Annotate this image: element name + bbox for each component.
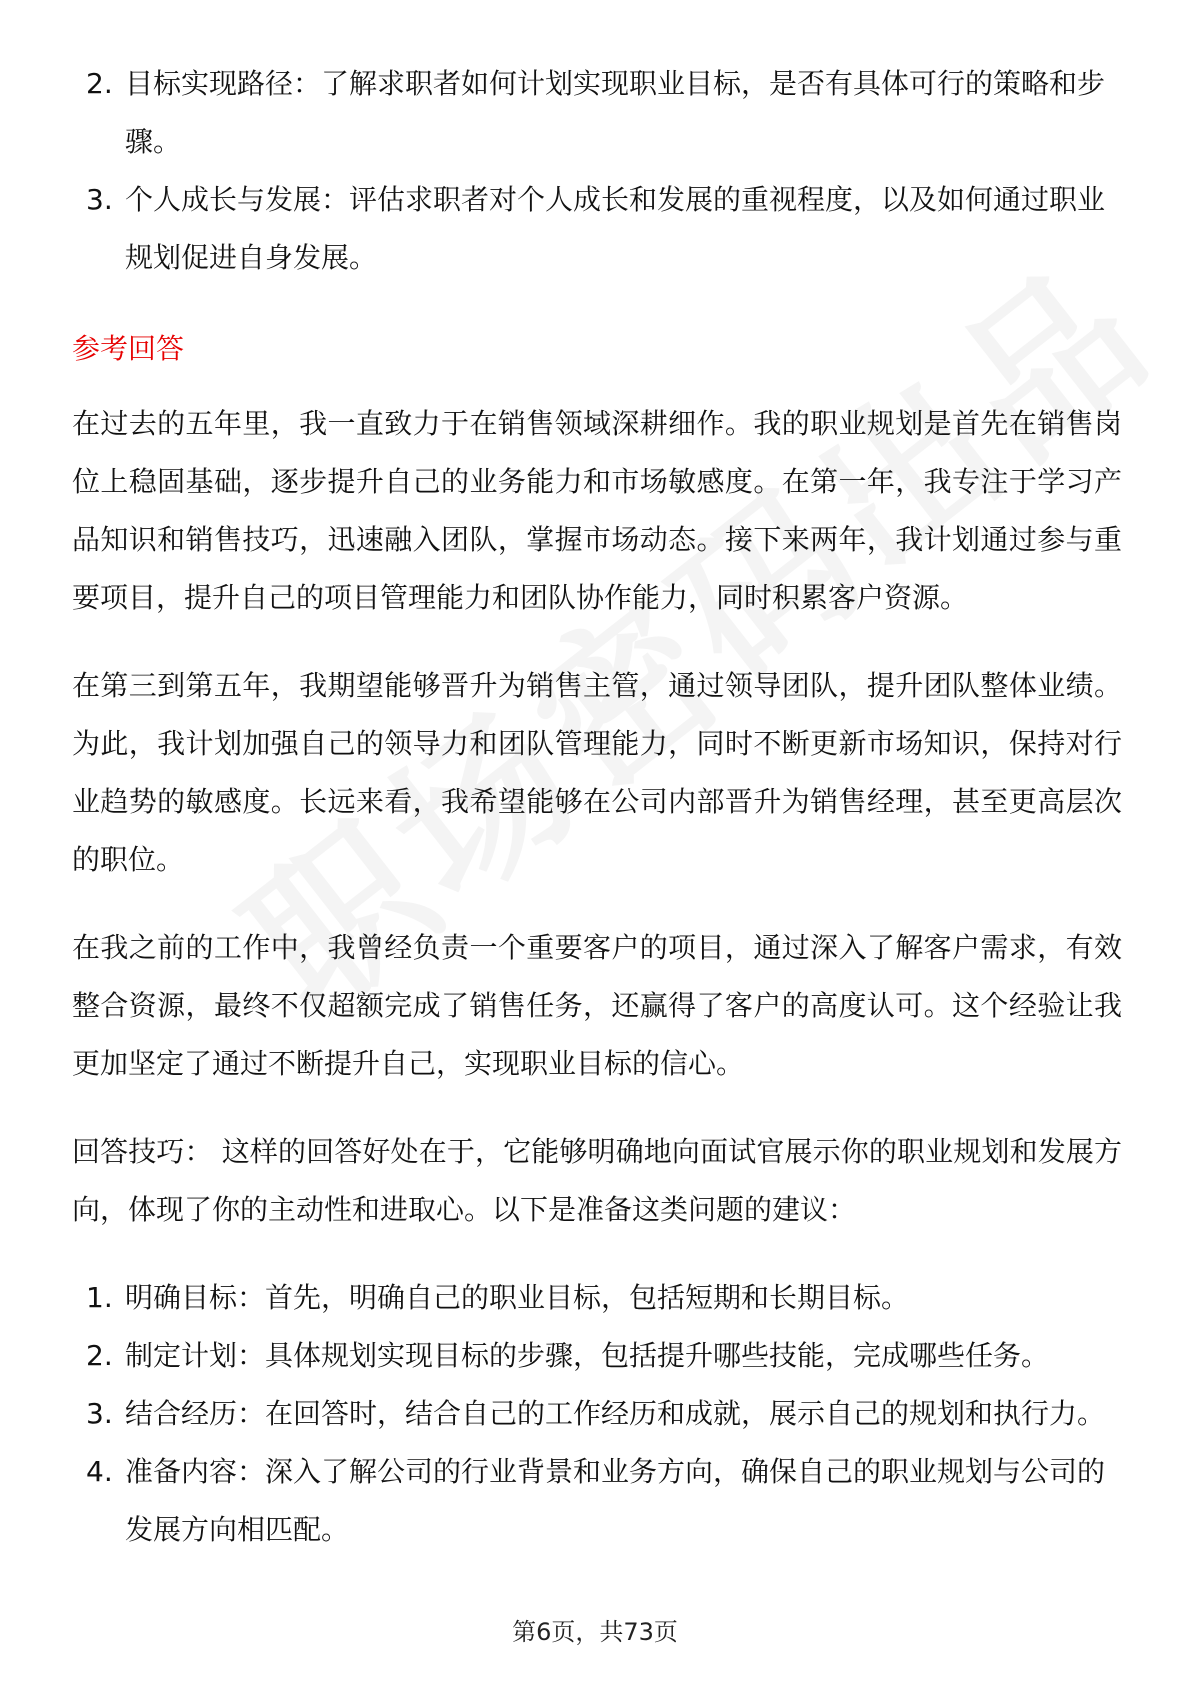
list-number: 3. <box>86 183 113 216</box>
list-number: 4. <box>86 1455 113 1488</box>
list-number: 2. <box>86 1339 113 1372</box>
list-number: 1. <box>86 1281 113 1314</box>
answer-paragraph: 在第三到第五年，我期望能够晋升为销售主管，通过领导团队，提升团队整体业绩。为此，我计划加强自己的领导力和团队管理能力，同时不断更新市场知识，保持对行业趋势的敏感度。长远来看，我希望能够在公司内部晋升为销售经理，甚至更高层次的职位。 <box>72 669 1122 876</box>
list-item-text: 结合经历：在回答时，结合自己的工作经历和成就，展示自己的规划和执行力。 <box>125 1397 1106 1430</box>
list-item <box>72 1327 1122 1385</box>
list-item-text: 制定计划：具体规划实现目标的步骤，包括提升哪些技能，完成哪些任务。 <box>125 1339 1050 1372</box>
answer-paragraph: 在过去的五年里，我一直致力于在销售领域深耕细作。我的职业规划是首先在销售岗位上稳固基础，逐步提升自己的业务能力和市场敏感度。在第一年，我专注于学习产品知识和销售技巧，迅速融入团队，掌握市场动态。接下来两年，我计划通过参与重要项目，提升自己的项目管理能力和团队协作能力，同时积累客户资源。 <box>72 407 1122 614</box>
list-item <box>72 171 1122 287</box>
list-item-text: 明确目标：首先，明确自己的职业目标，包括短期和长期目标。 <box>125 1281 910 1314</box>
section-title: 参考回答 <box>72 332 185 365</box>
list-item <box>72 1385 1122 1443</box>
list-number: 3. <box>86 1397 113 1430</box>
document-body <box>72 55 1122 1559</box>
list-item-text: 准备内容：深入了解公司的行业背景和业务方向，确保自己的职业规划与公司的发展方向相匹配。 <box>125 1455 1106 1546</box>
tips-list <box>72 1269 1122 1559</box>
list-item <box>72 1443 1122 1559</box>
tips-paragraph: 回答技巧： 这样的回答好处在于，它能够明确地向面试官展示你的职业规划和发展方向，体现了你的主动性和进取心。以下是准备这类问题的建议： <box>72 1135 1122 1226</box>
list-item <box>72 55 1122 171</box>
page-footer: 第6页，共73页 <box>512 1618 678 1646</box>
intro-list <box>72 55 1122 287</box>
list-number: 2. <box>86 67 113 100</box>
list-item <box>72 1269 1122 1327</box>
list-item-text: 目标实现路径：了解求职者如何计划实现职业目标，是否有具体可行的策略和步骤。 <box>125 67 1106 158</box>
answer-paragraph: 在我之前的工作中，我曾经负责一个重要客户的项目，通过深入了解客户需求，有效整合资源，最终不仅超额完成了销售任务，还赢得了客户的高度认可。这个经验让我更加坚定了通过不断提升自己，实现职业目标的信心。 <box>72 931 1122 1080</box>
list-item-text: 个人成长与发展：评估求职者对个人成长和发展的重视程度，以及如何通过职业规划促进自身发展。 <box>125 183 1106 274</box>
